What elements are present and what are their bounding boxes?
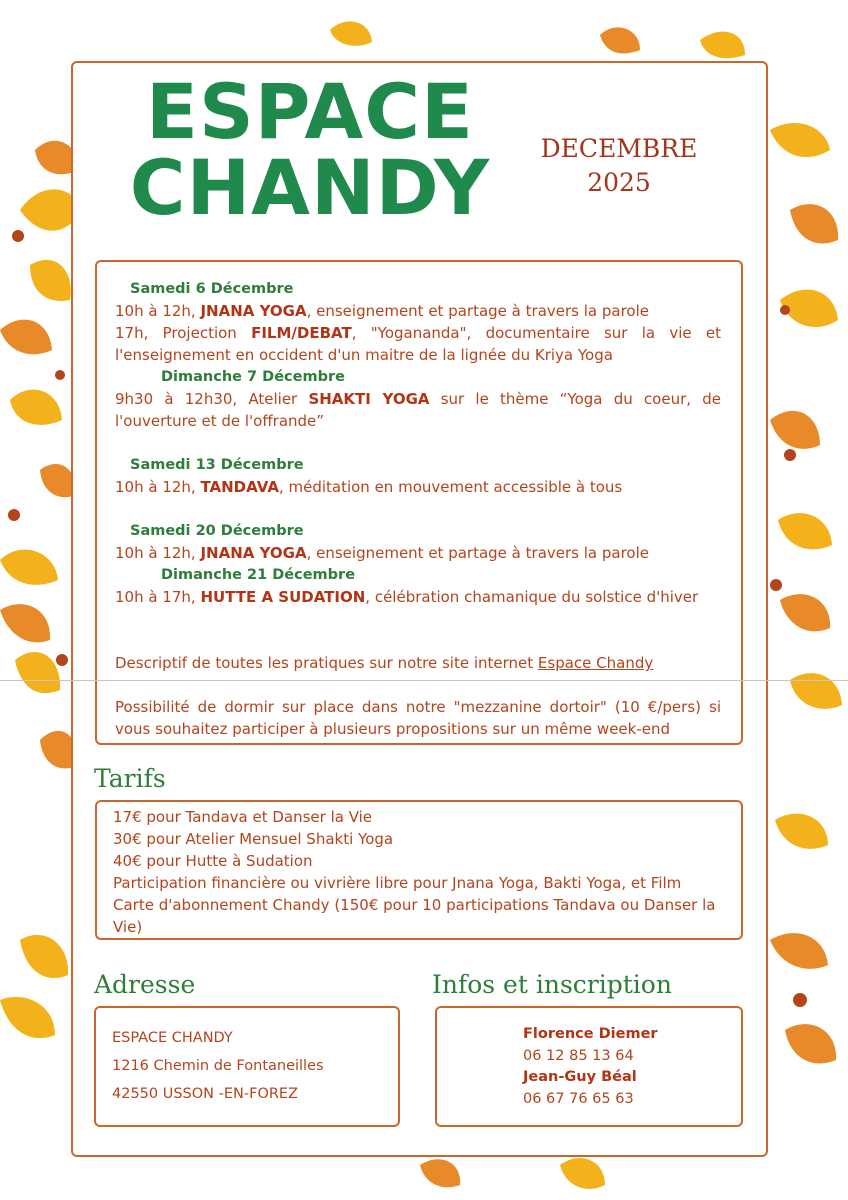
address-city: 42550 USSON -EN-FOREZ bbox=[112, 1086, 299, 1102]
event-line: 10h à 12h, TANDAVA, méditation en mouvement accessible à tous bbox=[115, 478, 623, 496]
month-label bbox=[540, 132, 698, 200]
berry-icon bbox=[55, 370, 65, 380]
website-link[interactable]: Espace Chandy bbox=[537, 654, 654, 672]
leaf-icon bbox=[770, 933, 828, 969]
title-line-1: ESPACE bbox=[146, 67, 474, 156]
event-line: 10h à 12h, JNANA YOGA, enseignement et partage à travers la parole bbox=[115, 302, 649, 320]
leaf-icon bbox=[790, 204, 838, 243]
berry-icon bbox=[56, 654, 68, 666]
address-street: 1216 Chemin de Fontaneilles bbox=[112, 1058, 324, 1074]
scan-line bbox=[0, 680, 848, 681]
tarif-item: Participation financière ou vivrière libre pour Jnana Yoga, Bakti Yoga, et Film bbox=[113, 874, 682, 892]
contact-phone[interactable]: 06 67 76 65 63 bbox=[523, 1090, 634, 1107]
leaf-icon bbox=[330, 21, 372, 45]
contact-box bbox=[435, 1006, 743, 1127]
day-heading: Dimanche 21 Décembre bbox=[161, 567, 356, 583]
tarifs-heading: Tarifs bbox=[94, 764, 166, 793]
tarif-item: 40€ pour Hutte à Sudation bbox=[113, 852, 313, 870]
event-line: 17h, Projection FILM/DEBAT, "Yogananda", documentaire sur la vie et l'enseignement en occident d'un maitre de la lignée du Kriya Yoga bbox=[115, 324, 721, 364]
day-heading: Dimanche 7 Décembre bbox=[161, 369, 345, 385]
berry-icon bbox=[784, 449, 796, 461]
tarif-item: Carte d'abonnement Chandy (150€ pour 10 participations Tandava ou Danser la Vie) bbox=[113, 896, 716, 936]
leaf-icon bbox=[30, 260, 71, 301]
page-title bbox=[100, 67, 520, 232]
event-name: FILM/DEBAT bbox=[251, 324, 352, 342]
leaf-icon bbox=[778, 513, 832, 549]
leaf-icon bbox=[560, 1158, 605, 1189]
contact-name: Florence Diemer bbox=[523, 1026, 658, 1042]
month-name: DECEMBRE bbox=[540, 134, 698, 163]
event-name: SHAKTI YOGA bbox=[308, 390, 430, 408]
event-name: HUTTE A SUDATION bbox=[200, 588, 366, 606]
tarif-item: 30€ pour Atelier Mensuel Shakti Yoga bbox=[113, 830, 394, 848]
leaf-icon bbox=[0, 604, 50, 642]
leaf-icon bbox=[775, 814, 828, 849]
leaf-icon bbox=[15, 652, 60, 693]
leaf-icon bbox=[10, 390, 62, 425]
address-box bbox=[94, 1006, 400, 1127]
event-name: JNANA YOGA bbox=[200, 544, 307, 562]
leaf-icon bbox=[0, 550, 58, 585]
leaf-icon bbox=[0, 320, 52, 355]
address-name: ESPACE CHANDY bbox=[112, 1030, 233, 1046]
tarifs-box bbox=[95, 800, 743, 940]
event-name: TANDAVA bbox=[200, 478, 279, 496]
leaf-icon bbox=[790, 673, 842, 709]
tarif-item: 17€ pour Tandava et Danser la Vie bbox=[113, 808, 373, 826]
day-heading: Samedi 13 Décembre bbox=[130, 457, 304, 473]
contact-phone[interactable]: 06 12 85 13 64 bbox=[523, 1047, 634, 1064]
site-line: Descriptif de toutes les pratiques sur notre site internet Espace Chandy bbox=[115, 654, 654, 672]
lodging-note: Possibilité de dormir sur place dans notre "mezzanine dortoir" (10 €/pers) si vous souhaitez participer à plusieurs propositions sur un même week-end bbox=[115, 698, 721, 738]
program-box bbox=[95, 260, 743, 745]
leaf-icon bbox=[0, 997, 55, 1038]
month-year: 2025 bbox=[587, 168, 651, 197]
contact-heading: Infos et inscription bbox=[432, 970, 672, 999]
event-name: JNANA YOGA bbox=[200, 302, 307, 320]
title-line-2: CHANDY bbox=[129, 143, 491, 232]
berry-icon bbox=[793, 993, 807, 1007]
berry-icon bbox=[8, 509, 20, 521]
leaf-icon bbox=[600, 27, 640, 53]
contact-name: Jean-Guy Béal bbox=[523, 1069, 637, 1085]
leaf-icon bbox=[20, 935, 68, 978]
day-heading: Samedi 6 Décembre bbox=[130, 281, 294, 297]
berry-icon bbox=[780, 305, 790, 315]
leaf-icon bbox=[770, 123, 830, 157]
day-heading: Samedi 20 Décembre bbox=[130, 523, 304, 539]
event-line: 10h à 17h, HUTTE A SUDATION, célébration chamanique du solstice d'hiver bbox=[115, 588, 699, 606]
event-line: 10h à 12h, JNANA YOGA, enseignement et partage à travers la parole bbox=[115, 544, 649, 562]
address-heading: Adresse bbox=[94, 970, 196, 999]
leaf-icon bbox=[700, 32, 745, 59]
berry-icon bbox=[12, 230, 24, 242]
leaf-icon bbox=[770, 411, 820, 449]
leaf-icon bbox=[780, 594, 830, 631]
berry-icon bbox=[770, 579, 782, 591]
leaf-icon bbox=[785, 1024, 836, 1063]
event-line: 9h30 à 12h30, Atelier SHAKTI YOGA sur le thème “Yoga du coeur, de l'ouverture et de l'offrande” bbox=[115, 390, 721, 430]
leaf-icon bbox=[420, 1159, 460, 1187]
